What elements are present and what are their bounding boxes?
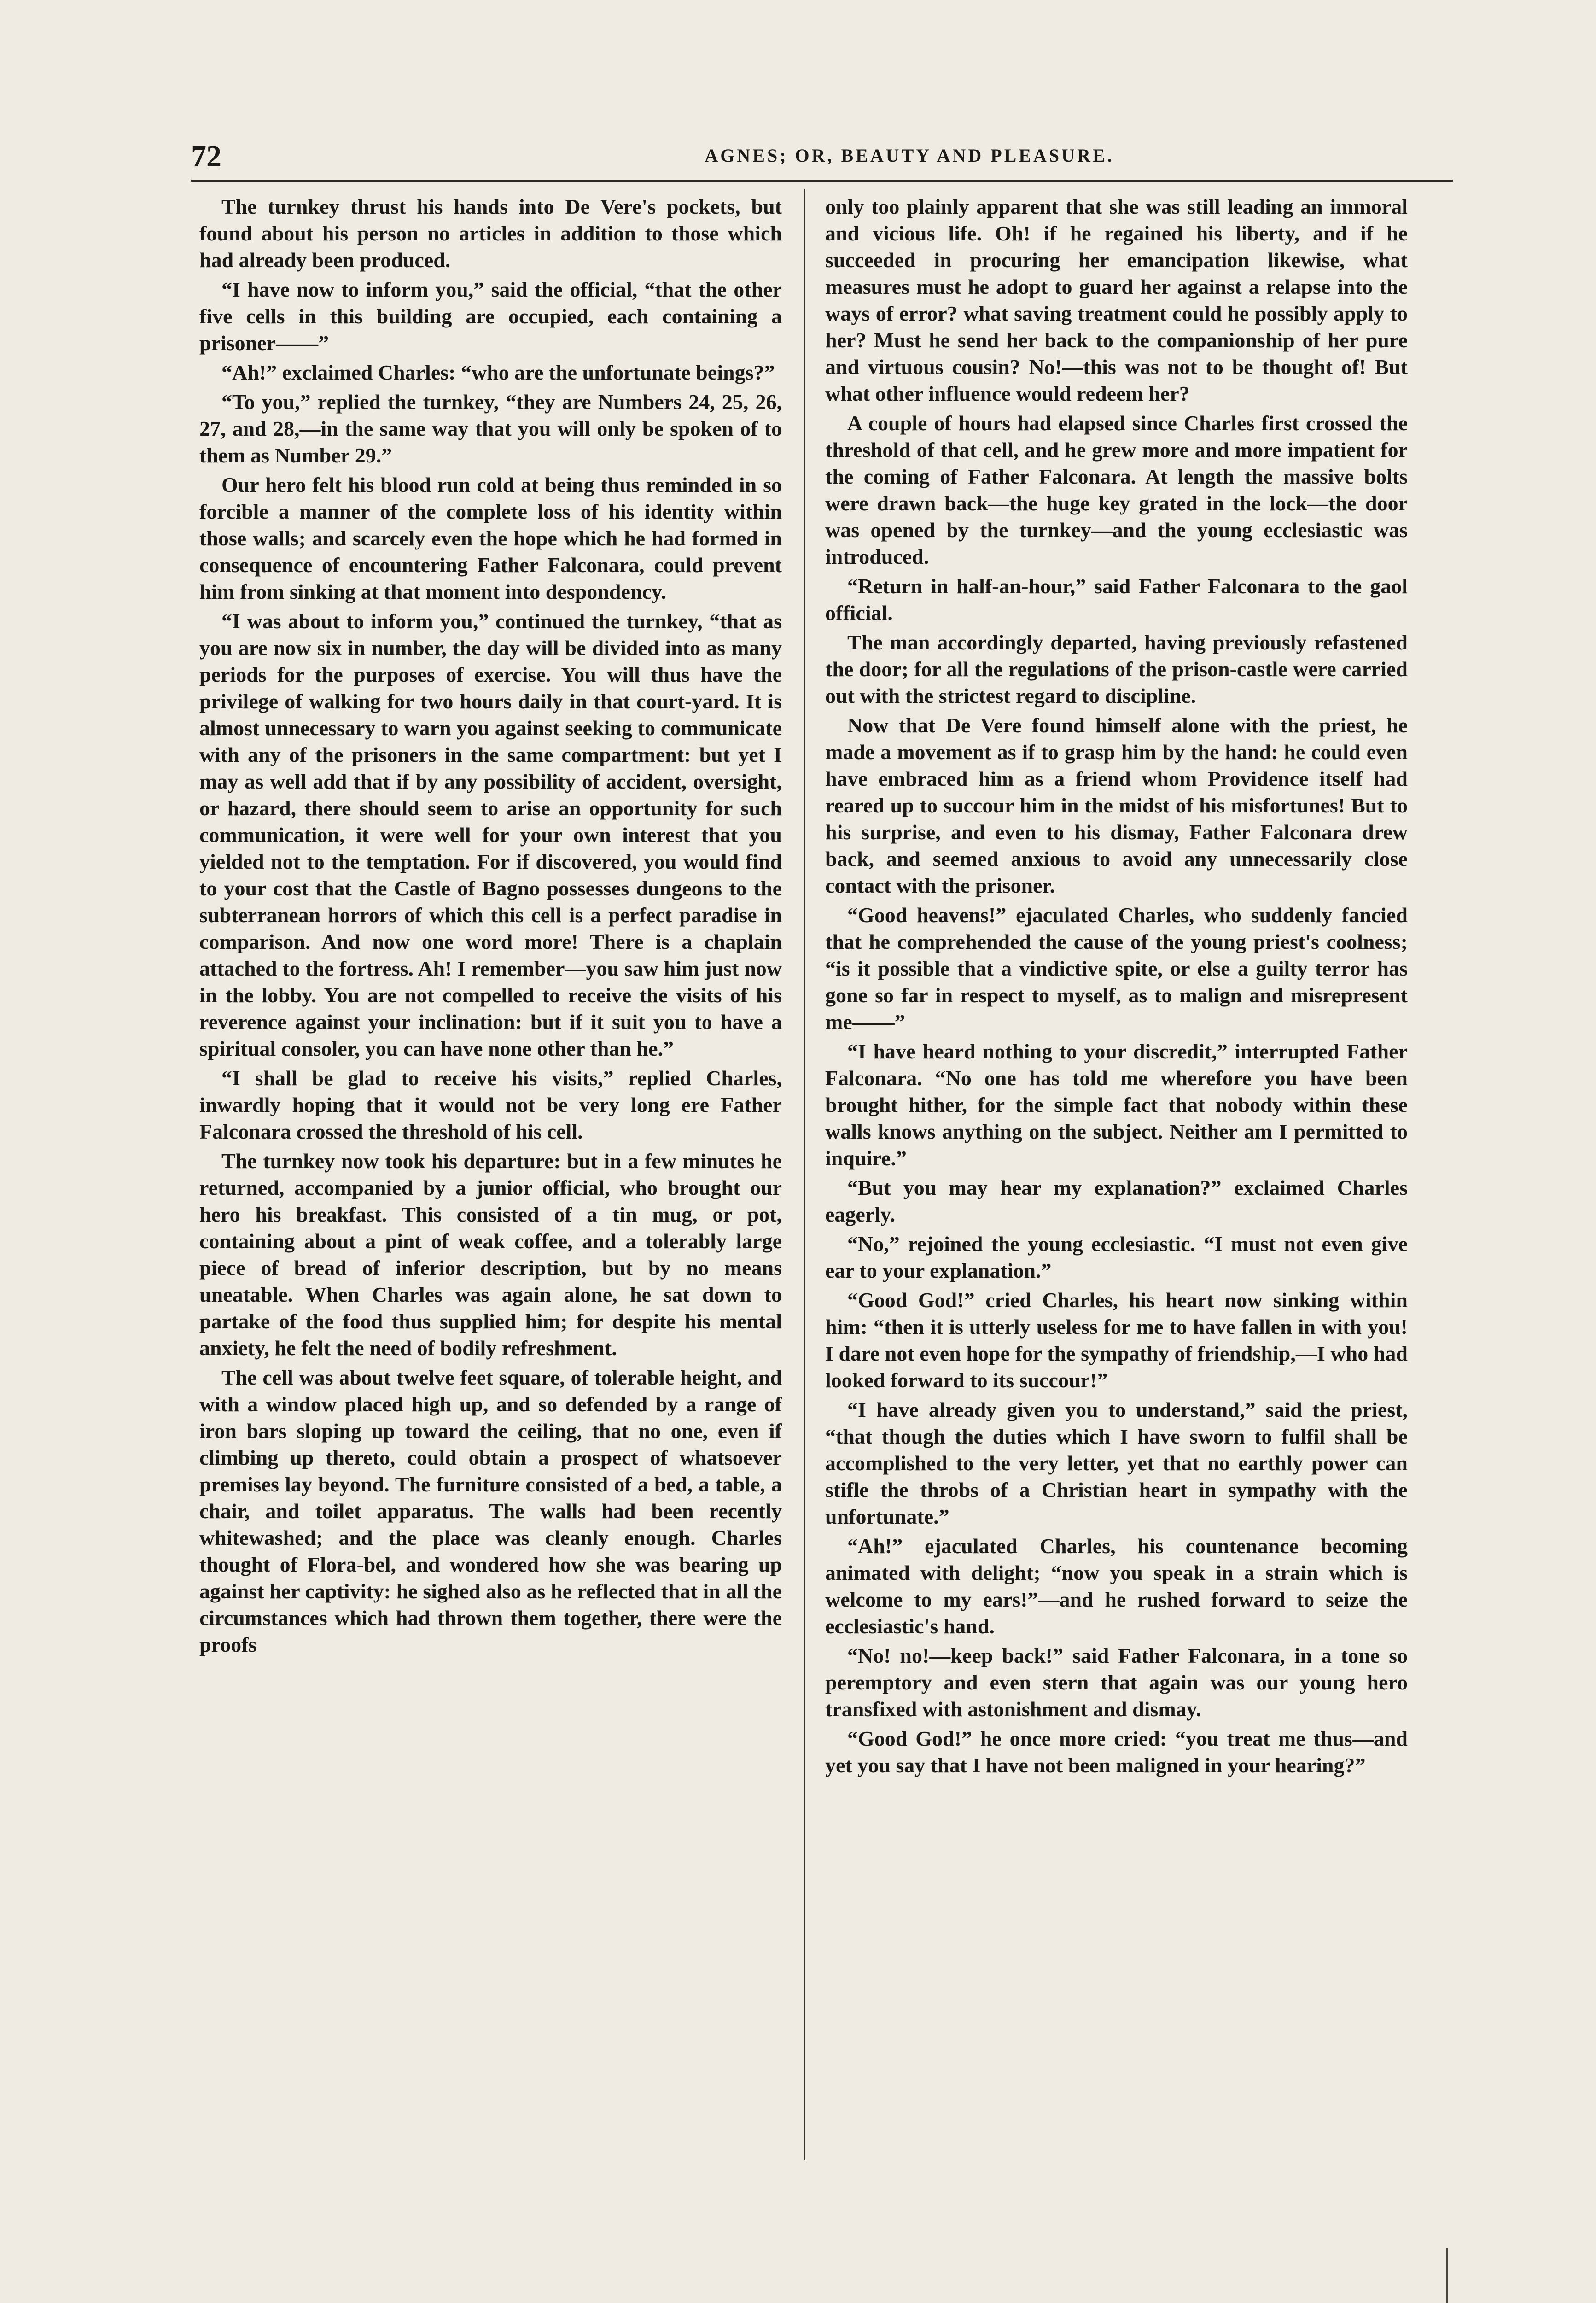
- paragraph: only too plainly apparent that she was still leading an immoral and vicious life. Oh! if he regained his liberty, and if he succeeded in procuring her emancipation likewise, what measures must he adopt to guard her against a relapse into the ways of error? what saving treatment could he possibly apply to her? Must he send her back to the companionship of her pure and virtuous cousin? No!—this was not to be thought of! But what other influence would redeem her?: [825, 195, 1408, 405]
- paragraph: “No,” rejoined the young ecclesiastic. “I must not even give ear to your explanation.”: [825, 1232, 1408, 1282]
- paragraph: Our hero felt his blood run cold at being thus reminded in so forcible a manner of the complete loss of his identity within those walls; and scarcely even the hope which he had formed in consequence of encountering Father Falconara, could prevent him from sinking at that moment into despondency.: [199, 473, 782, 603]
- paragraph: “Return in half-an-hour,” said Father Falconara to the gaol official.: [825, 574, 1408, 625]
- paragraph: “No! no!—keep back!” said Father Falconara, in a tone so peremptory and even stern that again was our young hero transfixed with astonishment and dismay.: [825, 1644, 1408, 1721]
- paragraph: “Ah!” exclaimed Charles: “who are the unfortunate beings?”: [221, 361, 775, 384]
- running-title: AGNES; OR, BEAUTY AND PLEASURE.: [705, 145, 1114, 166]
- paragraph: “I have now to inform you,” said the official, “that the other five cells in this building are occupied, each containing a prisoner——”: [199, 278, 782, 355]
- left-column: [199, 193, 782, 2160]
- paragraph: “Good heavens!” ejaculated Charles, who suddenly fancied that he comprehended the cause of the young priest's coolness; “is it possible that a vindictive spite, or else a guilty terror has gone so far in respect to myself, as to malign and misrepresent me——”: [825, 903, 1408, 1034]
- paragraph: “I have heard nothing to your discredit,” interrupted Father Falconara. “No one has told me wherefore you have been brought hither, for the simple fact that nobody within these walls knows anything on the subject. Neither am I permitted to inquire.”: [825, 1040, 1408, 1170]
- paragraph: The turnkey thrust his hands into De Vere's pockets, but found about his person no articles in addition to those which had already been produced.: [199, 195, 782, 272]
- paragraph: “Good God!” he once more cried: “you treat me thus—and yet you say that I have not been maligned in your hearing?”: [825, 1727, 1408, 1777]
- paragraph: “To you,” replied the turnkey, “they are Numbers 24, 25, 26, 27, and 28,—in the same way that you will only be spoken of to them as Number 29.”: [199, 390, 782, 467]
- paragraph: “I was about to inform you,” continued the turnkey, “that as you are now six in number, the day will be divided into as many periods for the purposes of exercise. You will thus have the privilege of walking for two hours daily in that court-yard. It is almost unnecessary to warn you against seeking to communicate with any of the prisoners in the same compartment: but yet I may as well add that if by any possibility of accident, oversight, or hazard, there should seem to arise an opportunity for such communication, it were well for your own interest that you yielded not to the temptation. For if discovered, you would find to your cost that the Castle of Bagno possesses dungeons to the subterranean horrors of which this cell is a perfect paradise in comparison. And now one word more! There is a chaplain attached to the fortress. Ah! I remember—you saw him just now in the lobby. You are not compelled to receive the visits of his reverence against your inclination: but if it suit you to have a spiritual consoler, you can have none other than he.”: [199, 609, 782, 1060]
- paragraph: “I shall be glad to receive his visits,” replied Charles, inwardly hoping that it would not be very long ere Father Falconara crossed the threshold of his cell.: [199, 1066, 782, 1143]
- right-column: [825, 193, 1408, 2160]
- paragraph: The turnkey now took his departure: but in a few minutes he returned, accompanied by a junior official, who brought our hero his breakfast. This consisted of a tin mug, or pot, containing about a pint of weak coffee, and a tolerably large piece of bread of inferior description, but by no means uneatable. When Charles was again alone, he sat down to partake of the food thus supplied him; for despite his mental anxiety, he felt the need of bodily refreshment.: [199, 1149, 782, 1360]
- page-number: 72: [191, 140, 221, 173]
- paragraph: “But you may hear my explanation?” exclaimed Charles eagerly.: [825, 1176, 1408, 1226]
- paragraph: “I have already given you to understand,” said the priest, “that though the duties which I have sworn to fulfil shall be accomplished to the very letter, yet that no earthly power can stifle the throbs of a Christian heart in sympathy with the unfortunate.”: [825, 1398, 1408, 1528]
- paragraph: The man accordingly departed, having previously refastened the door; for all the regulations of the prison-castle were carried out with the strictest regard to discipline.: [825, 631, 1408, 707]
- column-divider: [804, 189, 805, 2160]
- paragraph: Now that De Vere found himself alone with the priest, he made a movement as if to grasp him by the hand: he could even have embraced him as a friend whom Providence itself had reared up to succour him in the midst of his misfortunes! But to his surprise, and even to his dismay, Father Falconara drew back, and seemed anxious to avoid any unnecessarily close contact with the prisoner.: [825, 713, 1408, 897]
- paragraph: “Ah!” ejaculated Charles, his countenance becoming animated with delight; “now you speak in a strain which is welcome to my ears!”—and he rushed forward to seize the ecclesiastic's hand.: [825, 1534, 1408, 1638]
- page-header: [191, 138, 1453, 175]
- paragraph: The cell was about twelve feet square, of tolerable height, and with a window placed high up, and so defended by a range of iron bars sloping up toward the ceiling, that no one, even if climbing up thereto, could obtain a prospect of whatsoever premises lay beyond. The furniture consisted of a bed, a table, a chair, and toilet apparatus. The walls had been recently whitewashed; and the place was cleanly enough. Charles thought of Flora-bel, and wondered how she was bearing up against her captivity: he sighed also as he reflected that in all the circumstances which had thrown them together, there were the proofs: [199, 1366, 782, 1656]
- margin-mark: [1446, 2248, 1448, 2303]
- paragraph: A couple of hours had elapsed since Charles first crossed the threshold of that cell, and he grew more and more impatient for the coming of Father Falconara. At length the massive bolts were drawn back—the huge key grated in the lock—the door was opened by the turnkey—and the young ecclesiastic was introduced.: [825, 411, 1408, 568]
- header-rule: [191, 180, 1453, 182]
- paragraph: “Good God!” cried Charles, his heart now sinking within him: “then it is utterly useless for me to have fallen in with you! I dare not even hope for the sympathy of friendship,—I who had looked forward to its succour!”: [825, 1288, 1408, 1392]
